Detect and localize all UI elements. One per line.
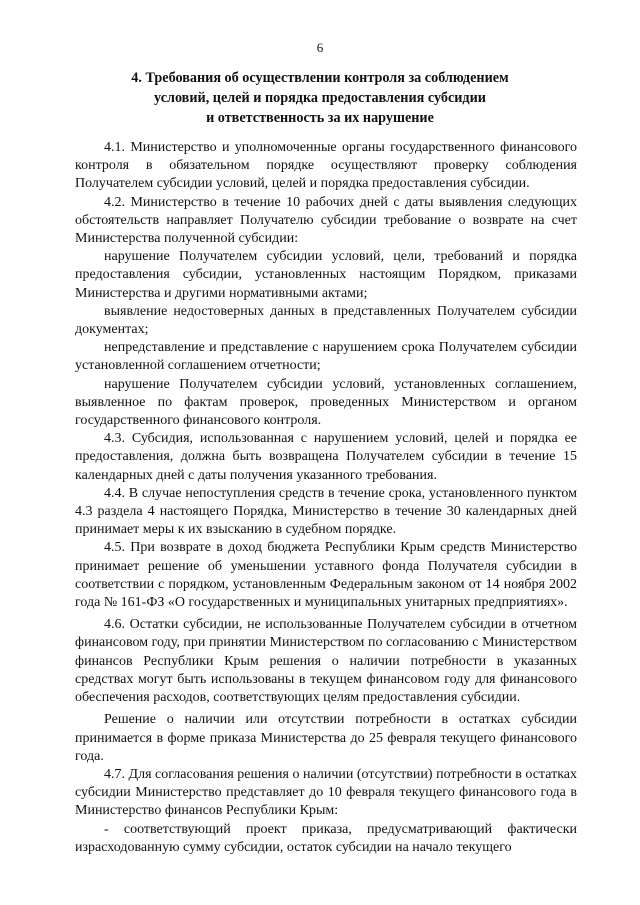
section-heading: [70, 68, 570, 128]
paragraph-4-5: 4.5. При возврате в доход бюджета Республики Крым средств Министерство принимает решение об уменьшении уставного фонда Получателя субсидии в соответствии с порядком, установленным Федеральным законом от 14 ноября 2002 года № 161-ФЗ «О государственных и муниципальных унитарных предприятиях».: [75, 540, 577, 611]
paragraph-4-3: 4.3. Субсидия, использованная с нарушением условий, целей и порядка ее предоставления, должна быть возвращена Получателем субсидии в течение 15 календарных дней с даты получения указанного требования.: [75, 431, 577, 483]
list-item-false-data: выявление недостоверных данных в представленных Получателем субсидии документах;: [75, 303, 577, 338]
page-number: 6: [316, 40, 324, 55]
list-item-reporting: непредставление и представление с нарушением срока Получателем субсидии установленной соглашением отчетности;: [75, 340, 577, 374]
paragraph-4-6: 4.6. Остатки субсидии, не использованные Получателем субсидии в отчетном финансовом году, при принятии Министерством по согласованию с Министерством финансов Республики Крым решения о наличии потребности в указанных средствах могут быть использованы в текущем финансовом году для финансового обеспечения расходов, соответствующих целям предоставления субсидии.: [75, 617, 577, 706]
section-heading-line-1: 4. Требования об осуществлении контроля за соблюдением: [131, 70, 509, 86]
paragraph-4-7: 4.7. Для согласования решения о наличии (отсутствии) потребности в остатках субсидии Министерство представляет до 10 февраля текущего финансового года в Министерство финансов Республики Крым:: [75, 766, 577, 819]
list-item-agreement-violation: нарушение Получателем субсидии условий, установленных соглашением, выявленное по фактам проверок, проведенных Министерством и органом государственного финансового контроля.: [75, 376, 577, 429]
paragraph-4-2: 4.2. Министерство в течение 10 рабочих дней с даты выявления следующих обстоятельств направляет Получателю субсидии требование о возврате на счет Министерства полученной субсидии:: [75, 194, 577, 247]
document-body: [75, 139, 577, 857]
list-item-violation: нарушение Получателем субсидии условий, цели, требований и порядка предоставления субсидии, установленных настоящим Порядком, приказами Министерства и другими нормативными актами;: [75, 249, 577, 301]
paragraph-4-1: 4.1. Министерство и уполномоченные органы государственного финансового контроля в обязательном порядке осуществляют проверку соблюдения Получателем субсидии условий, целей и порядка предоставления субсидии.: [75, 140, 577, 192]
list-item-draft-order: - соответствующий проект приказа, предусматривающий фактически израсходованную сумму субсидии, остаток субсидии на начало текущего: [75, 821, 577, 855]
section-heading-line-3: и ответственность за их нарушение: [206, 110, 434, 126]
section-heading-line-2: условий, целей и порядка предоставления субсидии: [154, 90, 486, 106]
paragraph-decision: Решение о наличии или отсутствии потребности в остатках субсидии принимается в форме приказа Министерства до 25 февраля текущего финансового года.: [75, 712, 577, 764]
paragraph-4-4: 4.4. В случае непоступления средств в течение срока, установленного пунктом 4.3 раздела 4 настоящего Порядка, Министерство в течение 30 календарных дней принимает меры к их взысканию в судебном порядке.: [75, 485, 577, 538]
